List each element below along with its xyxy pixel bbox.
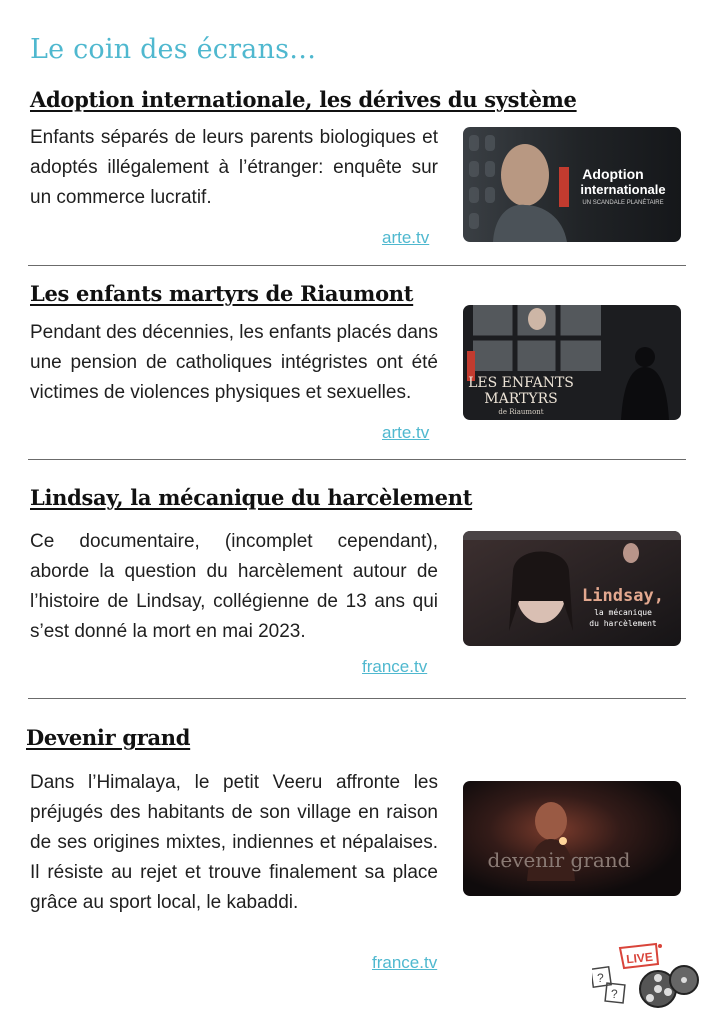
article-title[interactable]: Lindsay, la mécanique du harcèlement [30,485,473,510]
thumbnail-caption: la mécanique [594,608,652,617]
thumbnail-image [463,305,681,420]
source-link[interactable]: arte.tv [382,423,430,442]
thumbnail-caption: internationale [580,182,666,197]
thumbnail-caption: de Riaumont [498,408,544,416]
article-description: Pendant des décennies, les enfants placés dans une pension de catholiques intégristes ont été victimes de violences physiques et sexuelles. [30,322,438,403]
source-link[interactable]: france.tv [362,657,428,676]
article-thumbnail[interactable] [463,127,681,242]
article-description: Dans l’Himalaya, le petit Veeru affronte les préjugés des habitants de son village en raison de ses origines mixtes, indiennes et népalaises. Il résiste au rejet et trouve finalement sa place grâce au sport local, le kabaddi. [30,772,438,913]
thumbnail-caption: LES ENFANTS [468,375,574,391]
thumbnail-image [463,531,681,646]
source-link[interactable]: arte.tv [382,228,430,247]
divider [28,265,686,266]
article-thumbnail[interactable] [463,781,681,896]
divider [28,459,686,460]
live-badge: LIVE [625,949,654,967]
thumbnail-caption: Lindsay, [582,586,664,606]
thumbnail-caption: devenir grand [487,848,631,872]
film-reel-icon [592,942,702,1012]
source-link[interactable]: france.tv [372,953,438,972]
article-title[interactable]: Devenir grand [26,725,191,750]
page-heading: Le coin des écrans… [30,34,317,65]
article-thumbnail[interactable] [463,531,681,646]
svg-text:?: ? [611,987,618,1001]
article-title[interactable]: Les enfants martyrs de Riaumont [30,281,414,306]
article-thumbnail[interactable] [463,305,681,420]
thumbnail-image [463,127,681,242]
article-title[interactable]: Adoption internationale, les dérives du système [30,87,577,112]
article-description: Enfants séparés de leurs parents biologiques et adoptés illégalement à l’étranger: enquête sur un commerce lucratif. [30,127,438,208]
thumbnail-image [463,781,681,896]
divider [28,698,686,699]
svg-text:?: ? [597,971,604,985]
article-description: Ce documentaire, (incomplet cependant), aborde la question du harcèlement autour de l’histoire de Lindsay, collégienne de 13 ans qui s’est donné la mort en mai 2023. [30,531,438,642]
thumbnail-caption: du harcèlement [589,619,657,628]
thumbnail-caption: Adoption [582,166,644,182]
thumbnail-caption: UN SCANDALE PLANÉTAIRE [582,200,664,206]
thumbnail-caption: MARTYRS [484,391,558,407]
